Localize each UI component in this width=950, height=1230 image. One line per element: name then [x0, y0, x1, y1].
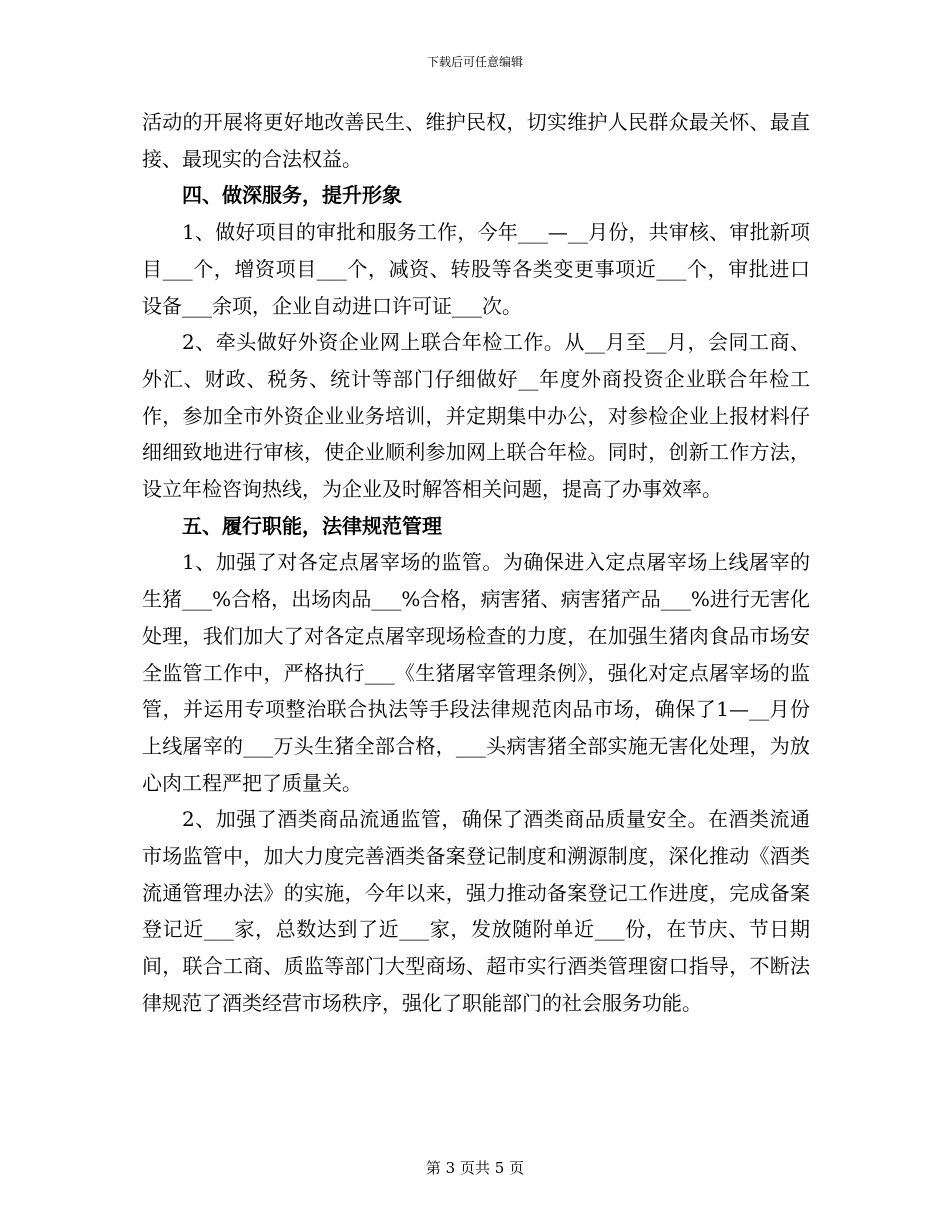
paragraph-project-approval: 1、做好项目的审批和服务工作，今年___—__月份，共审核、审批新项目___个，增资项目___个，减资、转股等各类变更事项近___个，审批进口设备___余项，企业自动进口许可证___次。: [142, 220, 810, 318]
section-heading-5: 五、履行职能，法律规范管理: [182, 513, 442, 538]
document-body: [142, 104, 810, 1022]
paragraph-slaughterhouse: 1、加强了对各定点屠宰场的监管。为确保进入定点屠宰场上线屠宰的生猪___%合格，出场肉品___%合格，病害猪、病害猪产品___%进行无害化处理，我们加大了对各定点屠宰现场检查的力度，在加强生猪肉食品市场安全监管工作中，严格执行___《生猪屠宰管理条例》，强化对定点屠宰场的监管，并运用专项整治联合执法等手段法律规范肉品市场，确保了1—__月份上线屠宰的___万头生猪全部合格，___头病害猪全部实施无害化处理，为放心肉工程严把了质量关。: [142, 550, 810, 795]
page-footer: 第 3 页共 5 页: [425, 1159, 525, 1177]
paragraph-continuation: 活动的开展将更好地改善民生、维护民权，切实维护人民群众最关怀、最直接、最现实的合法权益。: [142, 110, 810, 171]
section-heading-4: 四、做深服务，提升形象: [182, 183, 402, 208]
page-header: 下载后可任意编辑: [426, 55, 523, 69]
paragraph-liquor: 2、加强了酒类商品流通监管，确保了酒类商品质量安全。在酒类流通市场监管中，加大力度完善酒类备案登记制度和溯源制度，深化推动《酒类流通管理办法》的实施，今年以来，强力推动备案登记工作进度，完成备案登记近___家，总数达到了近___家，发放随附单近___份，在节庆、节日期间，联合工商、质监等部门大型商场、超市实行酒类管理窗口指导，不断法律规范了酒类经营市场秩序，强化了职能部门的社会服务功能。: [142, 807, 810, 1015]
paragraph-annual-inspection: 2、牵头做好外资企业网上联合年检工作。从__月至__月，会同工商、外汇、财政、税务、统计等部门仔细做好__年度外商投资企业联合年检工作，参加全市外资企业业务培训，并定期集中办公，对参检企业上报材料仔细细致地进行审核，使企业顺利参加网上联合年检。同时，创新工作方法，设立年检咨询热线，为企业及时解答相关问题，提高了办事效率。: [142, 330, 810, 502]
